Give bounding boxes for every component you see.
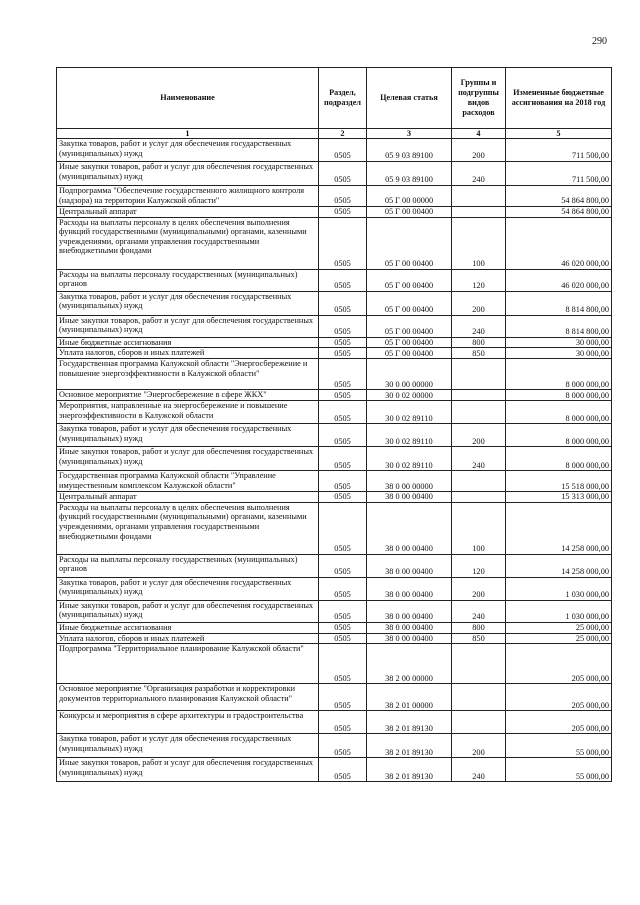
row-group <box>452 492 506 503</box>
table-row <box>57 554 612 577</box>
row-group: 240 <box>452 600 506 622</box>
row-target: 05 Г 00 00400 <box>367 207 452 218</box>
row-group: 800 <box>452 337 506 348</box>
row-group: 850 <box>452 633 506 644</box>
row-amount: 55 000,00 <box>506 734 612 758</box>
row-target: 38 2 00 00000 <box>367 644 452 684</box>
row-group: 200 <box>452 139 506 162</box>
row-name: Закупка товаров, работ и услуг для обеспечения государственных (муниципальных) нужд <box>57 139 319 162</box>
row-target: 38 0 00 00400 <box>367 492 452 503</box>
row-name: Уплата налогов, сборов и иных платежей <box>57 633 319 644</box>
table-row <box>57 186 612 207</box>
row-amount: 8 000 000,00 <box>506 390 612 401</box>
row-section: 0505 <box>319 348 367 359</box>
table-row <box>57 348 612 359</box>
row-name: Расходы на выплаты персоналу в целях обеспечения выполнения функций государственными (муниципальными) органами, казенными учреждениями, органами управления государственными внебюджетными фондами <box>57 502 319 554</box>
row-group: 240 <box>452 447 506 471</box>
row-name: Центральный аппарат <box>57 207 319 218</box>
row-name: Иные закупки товаров, работ и услуг для обеспечения государственных (муниципальных) нужд <box>57 600 319 622</box>
row-name: Основное мероприятие "Организация разработки и корректировки документов территориального планирования Калужской области" <box>57 684 319 711</box>
row-group <box>452 644 506 684</box>
header-section: Раздел, подраздел <box>319 68 367 129</box>
row-amount: 1 030 000,00 <box>506 600 612 622</box>
row-name: Центральный аппарат <box>57 492 319 503</box>
row-name: Государственная программа Калужской области "Энергосбережение и повышение энергоэффективности в Калужской области" <box>57 359 319 390</box>
row-amount: 55 000,00 <box>506 758 612 782</box>
header-name: Наименование <box>57 68 319 129</box>
page-number: 290 <box>592 36 607 47</box>
table-row <box>57 269 612 291</box>
row-amount: 8 000 000,00 <box>506 424 612 447</box>
row-group: 100 <box>452 502 506 554</box>
row-group <box>452 471 506 492</box>
row-name: Расходы на выплаты персоналу государственных (муниципальных) органов <box>57 269 319 291</box>
row-section: 0505 <box>319 359 367 390</box>
row-target: 05 Г 00 00400 <box>367 348 452 359</box>
row-amount: 711 500,00 <box>506 139 612 162</box>
row-name: Иные бюджетные ассигнования <box>57 337 319 348</box>
table-row <box>57 424 612 447</box>
row-section: 0505 <box>319 162 367 186</box>
table-row <box>57 734 612 758</box>
row-section: 0505 <box>319 577 367 600</box>
row-target: 05 9 03 89100 <box>367 139 452 162</box>
row-group: 800 <box>452 622 506 633</box>
row-amount: 8 814 800,00 <box>506 291 612 315</box>
column-number: 1 <box>57 129 319 139</box>
table-row <box>57 337 612 348</box>
row-section: 0505 <box>319 291 367 315</box>
row-section: 0505 <box>319 401 367 424</box>
table-row <box>57 139 612 162</box>
row-group: 100 <box>452 217 506 269</box>
row-name: Закупка товаров, работ и услуг для обеспечения государственных (муниципальных) нужд <box>57 424 319 447</box>
table-header-row <box>57 68 612 129</box>
row-amount: 8 000 000,00 <box>506 359 612 390</box>
row-section: 0505 <box>319 315 367 337</box>
row-target: 05 Г 00 00400 <box>367 217 452 269</box>
row-name: Иные закупки товаров, работ и услуг для обеспечения государственных (муниципальных) нужд <box>57 758 319 782</box>
row-section: 0505 <box>319 502 367 554</box>
row-name: Конкурсы и мероприятия в сфере архитектуры и градостроительства <box>57 711 319 734</box>
table-row <box>57 577 612 600</box>
header-target: Целевая статья <box>367 68 452 129</box>
table-row <box>57 684 612 711</box>
row-target: 38 0 00 00400 <box>367 577 452 600</box>
row-amount: 8 000 000,00 <box>506 447 612 471</box>
row-name: Закупка товаров, работ и услуг для обеспечения государственных (муниципальных) нужд <box>57 291 319 315</box>
table-row <box>57 633 612 644</box>
row-section: 0505 <box>319 471 367 492</box>
row-group <box>452 684 506 711</box>
row-name: Расходы на выплаты персоналу государственных (муниципальных) органов <box>57 554 319 577</box>
row-target: 30 0 02 00000 <box>367 390 452 401</box>
row-target: 30 0 02 89110 <box>367 424 452 447</box>
row-group: 120 <box>452 554 506 577</box>
row-name: Иные закупки товаров, работ и услуг для обеспечения государственных (муниципальных) нужд <box>57 447 319 471</box>
row-target: 30 0 02 89110 <box>367 401 452 424</box>
table-row <box>57 390 612 401</box>
table-row <box>57 217 612 269</box>
row-amount: 46 020 000,00 <box>506 269 612 291</box>
row-name: Расходы на выплаты персоналу в целях обеспечения выполнения функций государственными (муниципальными) органами, казенными учреждениями, органами управления государственными внебюджетными фондами <box>57 217 319 269</box>
row-amount: 14 258 000,00 <box>506 554 612 577</box>
table-row <box>57 315 612 337</box>
row-amount: 25 000,00 <box>506 633 612 644</box>
row-name: Уплата налогов, сборов и иных платежей <box>57 348 319 359</box>
row-amount: 711 500,00 <box>506 162 612 186</box>
row-group: 240 <box>452 162 506 186</box>
row-group <box>452 711 506 734</box>
column-number: 5 <box>506 129 612 139</box>
column-number: 3 <box>367 129 452 139</box>
table-row <box>57 447 612 471</box>
row-target: 38 0 00 00400 <box>367 502 452 554</box>
row-section: 0505 <box>319 711 367 734</box>
row-group: 200 <box>452 734 506 758</box>
row-group: 200 <box>452 424 506 447</box>
row-group <box>452 390 506 401</box>
table-row <box>57 644 612 684</box>
table-row <box>57 600 612 622</box>
column-number: 4 <box>452 129 506 139</box>
row-section: 0505 <box>319 734 367 758</box>
row-target: 05 Г 00 00400 <box>367 315 452 337</box>
row-name: Закупка товаров, работ и услуг для обеспечения государственных (муниципальных) нужд <box>57 734 319 758</box>
row-group: 240 <box>452 315 506 337</box>
row-section: 0505 <box>319 622 367 633</box>
table-row <box>57 471 612 492</box>
row-name: Мероприятия, направленные на энергосбережение и повышение энергоэффективности в Калужской области <box>57 401 319 424</box>
row-target: 05 Г 00 00000 <box>367 186 452 207</box>
row-target: 05 Г 00 00400 <box>367 337 452 348</box>
row-group: 240 <box>452 758 506 782</box>
row-target: 05 Г 00 00400 <box>367 291 452 315</box>
header-amount: Измененные бюджетные ассигнования на 2018 год <box>506 68 612 129</box>
row-section: 0505 <box>319 492 367 503</box>
row-section: 0505 <box>319 390 367 401</box>
table-row <box>57 207 612 218</box>
row-section: 0505 <box>319 644 367 684</box>
row-section: 0505 <box>319 447 367 471</box>
row-group <box>452 359 506 390</box>
table-row <box>57 359 612 390</box>
row-section: 0505 <box>319 337 367 348</box>
row-amount: 8 814 800,00 <box>506 315 612 337</box>
row-target: 38 2 01 89130 <box>367 734 452 758</box>
row-target: 05 9 03 89100 <box>367 162 452 186</box>
row-section: 0505 <box>319 758 367 782</box>
row-target: 38 2 01 89130 <box>367 711 452 734</box>
row-target: 30 0 02 89110 <box>367 447 452 471</box>
row-section: 0505 <box>319 684 367 711</box>
column-number-row <box>57 129 612 139</box>
table-row <box>57 401 612 424</box>
table-row <box>57 502 612 554</box>
table-row <box>57 758 612 782</box>
row-group: 200 <box>452 577 506 600</box>
row-amount: 8 000 000,00 <box>506 401 612 424</box>
row-amount: 205 000,00 <box>506 711 612 734</box>
row-section: 0505 <box>319 424 367 447</box>
row-name: Иные закупки товаров, работ и услуг для обеспечения государственных (муниципальных) нужд <box>57 162 319 186</box>
row-amount: 14 258 000,00 <box>506 502 612 554</box>
row-target: 38 0 00 00400 <box>367 600 452 622</box>
row-target: 38 0 00 00400 <box>367 554 452 577</box>
row-section: 0505 <box>319 139 367 162</box>
row-section: 0505 <box>319 633 367 644</box>
row-section: 0505 <box>319 600 367 622</box>
row-target: 30 0 00 00000 <box>367 359 452 390</box>
row-amount: 30 000,00 <box>506 337 612 348</box>
row-target: 38 0 00 00000 <box>367 471 452 492</box>
column-number: 2 <box>319 129 367 139</box>
row-amount: 205 000,00 <box>506 644 612 684</box>
table-row <box>57 622 612 633</box>
row-group <box>452 401 506 424</box>
row-target: 38 0 00 00400 <box>367 633 452 644</box>
row-group: 850 <box>452 348 506 359</box>
row-name: Подпрограмма "Территориальное планирование Калужской области" <box>57 644 319 684</box>
row-section: 0505 <box>319 186 367 207</box>
row-amount: 15 518 000,00 <box>506 471 612 492</box>
row-name: Основное мероприятие "Энергосбережение в сфере ЖКХ" <box>57 390 319 401</box>
row-amount: 25 000,00 <box>506 622 612 633</box>
header-groups: Группы и подгруппы видов расходов <box>452 68 506 129</box>
row-amount: 46 020 000,00 <box>506 217 612 269</box>
row-section: 0505 <box>319 554 367 577</box>
row-target: 05 Г 00 00400 <box>367 269 452 291</box>
row-group: 200 <box>452 291 506 315</box>
table-row <box>57 291 612 315</box>
row-name: Закупка товаров, работ и услуг для обеспечения государственных (муниципальных) нужд <box>57 577 319 600</box>
row-amount: 15 313 000,00 <box>506 492 612 503</box>
row-target: 38 2 01 00000 <box>367 684 452 711</box>
row-amount: 205 000,00 <box>506 684 612 711</box>
budget-table <box>56 67 612 782</box>
row-name: Подпрограмма "Обеспечение государственного жилищного контроля (надзора) на территории Калужской области" <box>57 186 319 207</box>
row-group <box>452 186 506 207</box>
row-group <box>452 207 506 218</box>
row-name: Иные бюджетные ассигнования <box>57 622 319 633</box>
table-row <box>57 162 612 186</box>
row-name: Иные закупки товаров, работ и услуг для обеспечения государственных (муниципальных) нужд <box>57 315 319 337</box>
row-section: 0505 <box>319 207 367 218</box>
row-target: 38 2 01 89130 <box>367 758 452 782</box>
row-target: 38 0 00 00400 <box>367 622 452 633</box>
table-row <box>57 711 612 734</box>
row-section: 0505 <box>319 217 367 269</box>
row-name: Государственная программа Калужской области "Управление имущественным комплексом Калужской области" <box>57 471 319 492</box>
row-section: 0505 <box>319 269 367 291</box>
row-amount: 1 030 000,00 <box>506 577 612 600</box>
row-amount: 30 000,00 <box>506 348 612 359</box>
table-row <box>57 492 612 503</box>
row-amount: 54 864 800,00 <box>506 186 612 207</box>
row-group: 120 <box>452 269 506 291</box>
row-amount: 54 864 800,00 <box>506 207 612 218</box>
